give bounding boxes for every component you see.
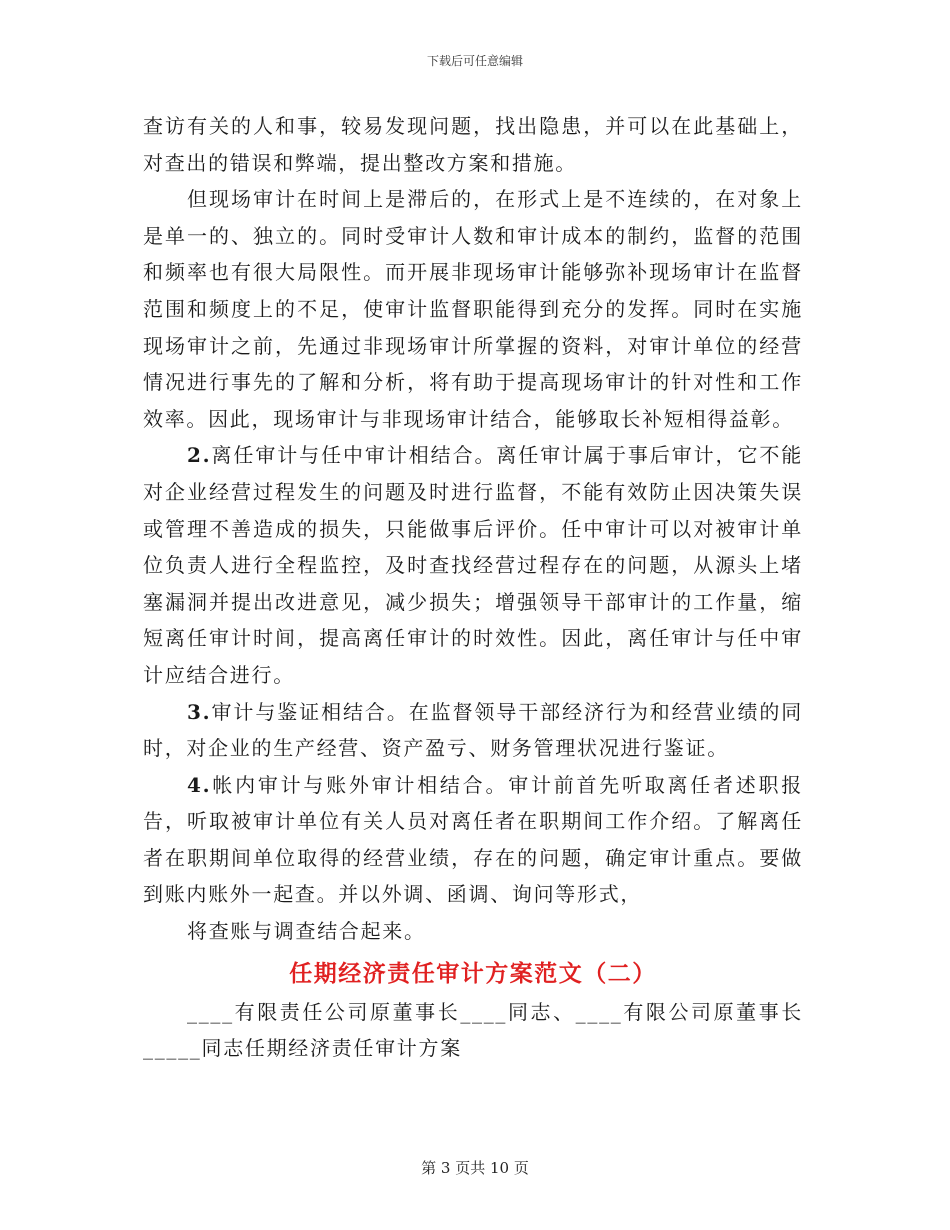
- paragraph-3: [143, 437, 803, 693]
- item-number-3: 3.: [187, 699, 212, 724]
- paragraph-5: [143, 767, 803, 913]
- item-number-4: 4.: [187, 772, 212, 797]
- paragraph-6: 将查账与调查结合起来。: [187, 919, 426, 944]
- paragraph-2: 但现场审计在时间上是滞后的，在形式上是不连续的，在对象上是单一的、独立的。同时受审计人数和审计成本的制约，监督的范围和频率也有很大局限性。而开展非现场审计能够弥补现场审计在监督范围和频度上的不足，使审计监督职能得到充分的发挥。同时在实施现场审计之前，先通过非现场审计所掌握的资料，对审计单位的经营情况进行事先的了解和分析，将有助于提高现场审计的针对性和工作效率。因此，现场审计与非现场审计结合，能够取长补短相得益彰。: [143, 187, 803, 431]
- item-number-2: 2.: [187, 443, 212, 468]
- paragraph-1: 查访有关的人和事，较易发现问题，找出隐患，并可以在此基础上，对查出的错误和弊端，提出整改方案和措施。: [143, 114, 803, 175]
- document-body: [143, 108, 803, 1067]
- paragraph-4: [143, 694, 803, 767]
- paragraph-4-text: 审计与鉴证相结合。在监督领导干部经济行为和经营业绩的同时，对企业的生产经营、资产盈亏、财务管理状况进行鉴证。: [143, 699, 803, 761]
- page-footer: 第 3 页共 10 页: [421, 1159, 529, 1177]
- paragraph-7: ____有限责任公司原董事长____同志、____有限公司原董事长_____同志任期经济责任审计方案: [143, 999, 803, 1061]
- paragraph-5-text: 帐内审计与账外审计相结合。审计前首先听取离任者述职报告，听取被审计单位有关人员对离任者在职期间工作介绍。了解离任者在职期间单位取得的经营业绩，存在的问题，确定审计重点。要做到账内账外一起查。并以外调、函调、询问等形式，: [143, 772, 803, 907]
- page-header: 下载后可任意编辑: [426, 54, 523, 68]
- paragraph-3-text: 离任审计与任中审计相结合。离任审计属于事后审计，它不能对企业经营过程发生的问题及时进行监督，不能有效防止因决策失误或管理不善造成的损失，只能做事后评价。任中审计可以对被审计单位负责人进行全程监控，及时查找经营过程存在的问题，从源头上堵塞漏洞并提出改进意见，减少损失；增强领导干部审计的工作量，缩短离任审计时间，提高离任审计的时效性。因此，离任审计与任中审计应结合进行。: [143, 443, 803, 687]
- section-title: 任期经济责任审计方案范文（二）: [289, 960, 657, 987]
